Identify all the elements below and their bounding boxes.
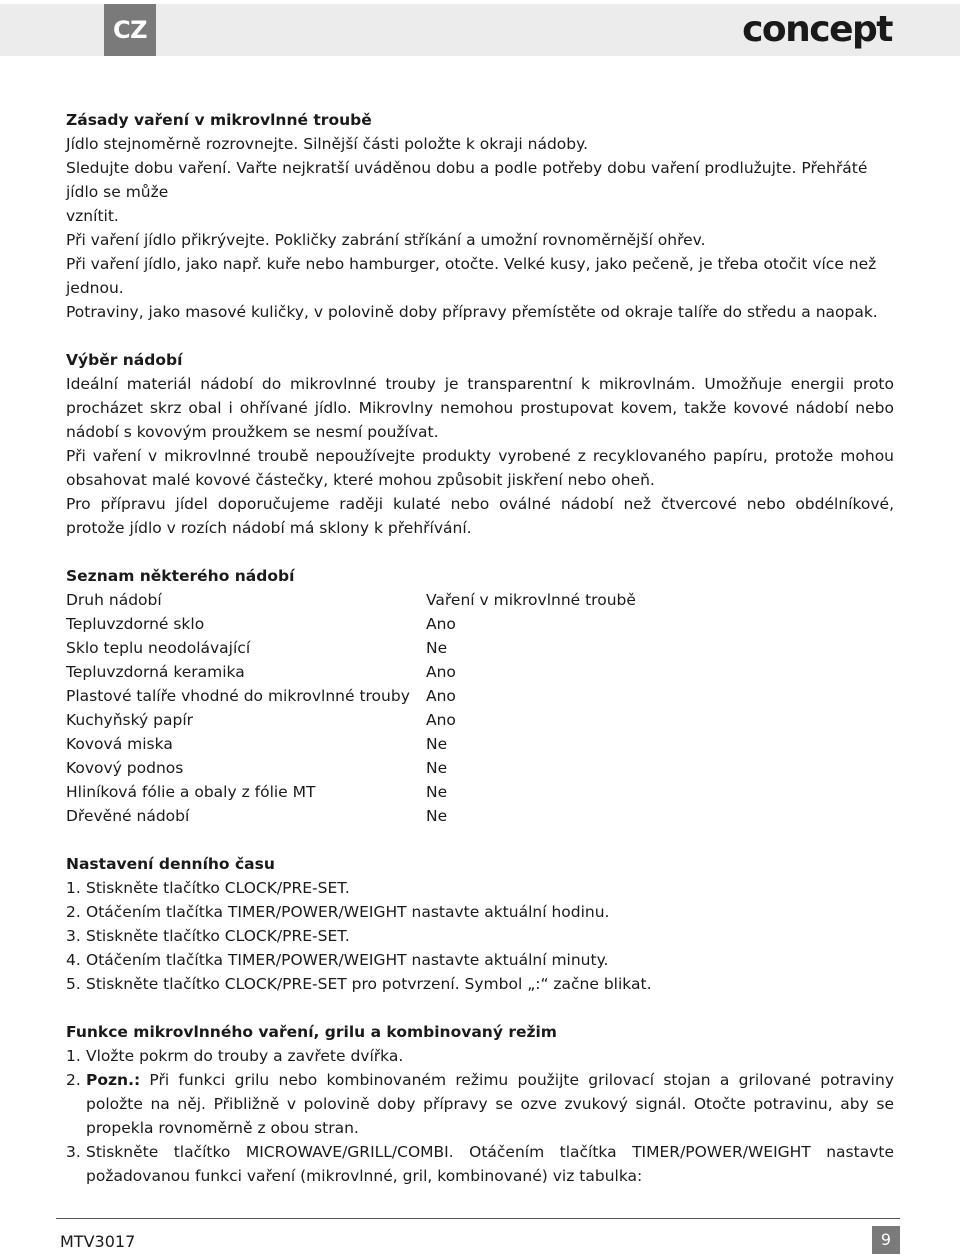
cookware-type: Dřevěné nádobí — [66, 807, 190, 825]
cookware-type: Hliníková fólie a obaly z fólie MT — [66, 783, 316, 801]
step-text: Stiskněte tlačítko MICROWAVE/GRILL/COMBI. Otáčením tlačítka TIMER/POWER/WEIGHT nastavte požadovanou funkci vaření (mikrovlnné, gril, kombinované) viz tabulka: — [86, 1143, 894, 1185]
list-item — [66, 1044, 894, 1068]
step-number: 1. — [66, 1047, 81, 1065]
microwave-suitability: Ano — [426, 711, 456, 729]
step-text: Stiskněte tlačítko CLOCK/PRE-SET. — [86, 879, 350, 897]
table-row — [66, 660, 894, 684]
table-row — [66, 756, 894, 780]
paragraph: Při vaření v mikrovlnné troubě nepoužívejte produkty vyrobené z recyklovaného papíru, protože mohou obsahovat malé kovové částečky, které mohou způsobit jiskření nebo oheň. — [66, 447, 894, 489]
column-header-microwave: Vaření v mikrovlnné troubě — [426, 591, 636, 609]
language-badge: CZ — [104, 4, 156, 56]
microwave-suitability: Ne — [426, 735, 448, 753]
cookware-type: Sklo teplu neodolávající — [66, 639, 251, 657]
step-number: 5. — [66, 975, 81, 993]
paragraph: Ideální materiál nádobí do mikrovlnné trouby je transparentní k mikrovlnám. Umožňuje energii proto procházet skrz obal i ohřívané jídlo. Mikrovlny nemohou prostupovat kovem, takže kovové nádobí nebo nádobí s kovovým proužkem se nesmí používat. — [66, 375, 894, 441]
cookware-type: Tepluvzdorná keramika — [66, 663, 245, 681]
step-number: 2. — [66, 1071, 81, 1089]
text-line: Sledujte dobu vaření. Vařte nejkratší uváděnou dobu a podle potřeby dobu vaření prodlužujte. Přehřáté jídlo se může — [66, 159, 868, 201]
list-item — [66, 972, 894, 996]
list-item — [66, 900, 894, 924]
note-label: Pozn.: — [86, 1071, 141, 1089]
table-row — [66, 708, 894, 732]
table-row — [66, 732, 894, 756]
text-line: Při vaření jídlo, jako např. kuře nebo hamburger, otočte. Velké kusy, jako pečeně, je třeba otočit více než jednou. — [66, 255, 877, 297]
text-line: Jídlo stejnoměrně rozrovnejte. Silnější části položte k okraji nádoby. — [66, 135, 588, 153]
page-number: 9 — [872, 1226, 900, 1254]
step-number: 3. — [66, 1143, 81, 1161]
step-text: Otáčením tlačítka TIMER/POWER/WEIGHT nastavte aktuální minuty. — [86, 951, 609, 969]
list-item — [66, 924, 894, 948]
step-text: Vložte pokrm do trouby a zavřete dvířka. — [86, 1047, 404, 1065]
page-content — [66, 108, 894, 1188]
cookware-type: Tepluvzdorné sklo — [66, 615, 205, 633]
paragraph: Pro přípravu jídel doporučujeme raději kulaté nebo oválné nádobí než čtvercové nebo obdélníkové, protože jídlo v rozích nádobí má sklony k přehřívání. — [66, 495, 894, 537]
section-title-cooking-principles: Zásady vaření v mikrovlnné troubě — [66, 111, 372, 129]
table-row — [66, 636, 894, 660]
step-text: Stiskněte tlačítko CLOCK/PRE-SET pro potvrzení. Symbol „:“ začne blikat. — [86, 975, 652, 993]
list-item — [66, 1140, 894, 1188]
table-row — [66, 780, 894, 804]
mode-steps-list — [66, 1044, 894, 1188]
brand-logo: concept — [742, 9, 892, 50]
table-row — [66, 612, 894, 636]
list-item — [66, 948, 894, 972]
section-title-cookware-list: Seznam některého nádobí — [66, 567, 295, 585]
cookware-type: Kovový podnos — [66, 759, 184, 777]
step-number: 1. — [66, 879, 81, 897]
cookware-type: Plastové talíře vhodné do mikrovlnné trouby — [66, 687, 410, 705]
section-title-cookware-selection: Výběr nádobí — [66, 351, 183, 369]
microwave-suitability: Ne — [426, 759, 448, 777]
table-row — [66, 684, 894, 708]
step-number: 2. — [66, 903, 81, 921]
step-text: Stiskněte tlačítko CLOCK/PRE-SET. — [86, 927, 350, 945]
text-line: vznítit. — [66, 207, 119, 225]
column-header-type: Druh nádobí — [66, 591, 162, 609]
clock-steps-list — [66, 876, 894, 996]
microwave-suitability: Ano — [426, 663, 456, 681]
table-row — [66, 804, 894, 828]
microwave-suitability: Ano — [426, 615, 456, 633]
microwave-suitability: Ne — [426, 639, 448, 657]
microwave-suitability: Ne — [426, 783, 448, 801]
microwave-suitability: Ne — [426, 807, 448, 825]
cookware-type: Kovová miska — [66, 735, 173, 753]
note-text: Při funkci grilu nebo kombinovaném režimu použijte grilovací stojan a grilované potraviny položte na něj. Přibližně v polovině doby přípravy se ozve zvukový signál. Otočte potravinu, aby se propekla rovnoměrně z obou stran. — [86, 1071, 894, 1137]
page-footer — [0, 1214, 960, 1259]
page-header — [0, 0, 960, 58]
microwave-suitability: Ano — [426, 687, 456, 705]
model-number: MTV3017 — [60, 1232, 136, 1251]
cookware-type: Kuchyňský papír — [66, 711, 194, 729]
section-title-clock-setting: Nastavení denního času — [66, 855, 275, 873]
footer-divider — [56, 1218, 900, 1219]
step-number: 3. — [66, 927, 81, 945]
list-item — [66, 1068, 894, 1140]
section-title-cooking-modes: Funkce mikrovlnného vaření, grilu a kombinovaný režim — [66, 1023, 557, 1041]
text-line: Potraviny, jako masové kuličky, v polovině doby přípravy přemístěte od okraje talíře do středu a naopak. — [66, 303, 878, 321]
step-text — [86, 1068, 894, 1140]
step-number: 4. — [66, 951, 81, 969]
list-item — [66, 876, 894, 900]
step-text: Otáčením tlačítka TIMER/POWER/WEIGHT nastavte aktuální hodinu. — [86, 903, 610, 921]
table-header-row — [66, 588, 894, 612]
text-line: Při vaření jídlo přikrývejte. Pokličky zabrání stříkání a umožní rovnoměrnější ohřev. — [66, 231, 706, 249]
